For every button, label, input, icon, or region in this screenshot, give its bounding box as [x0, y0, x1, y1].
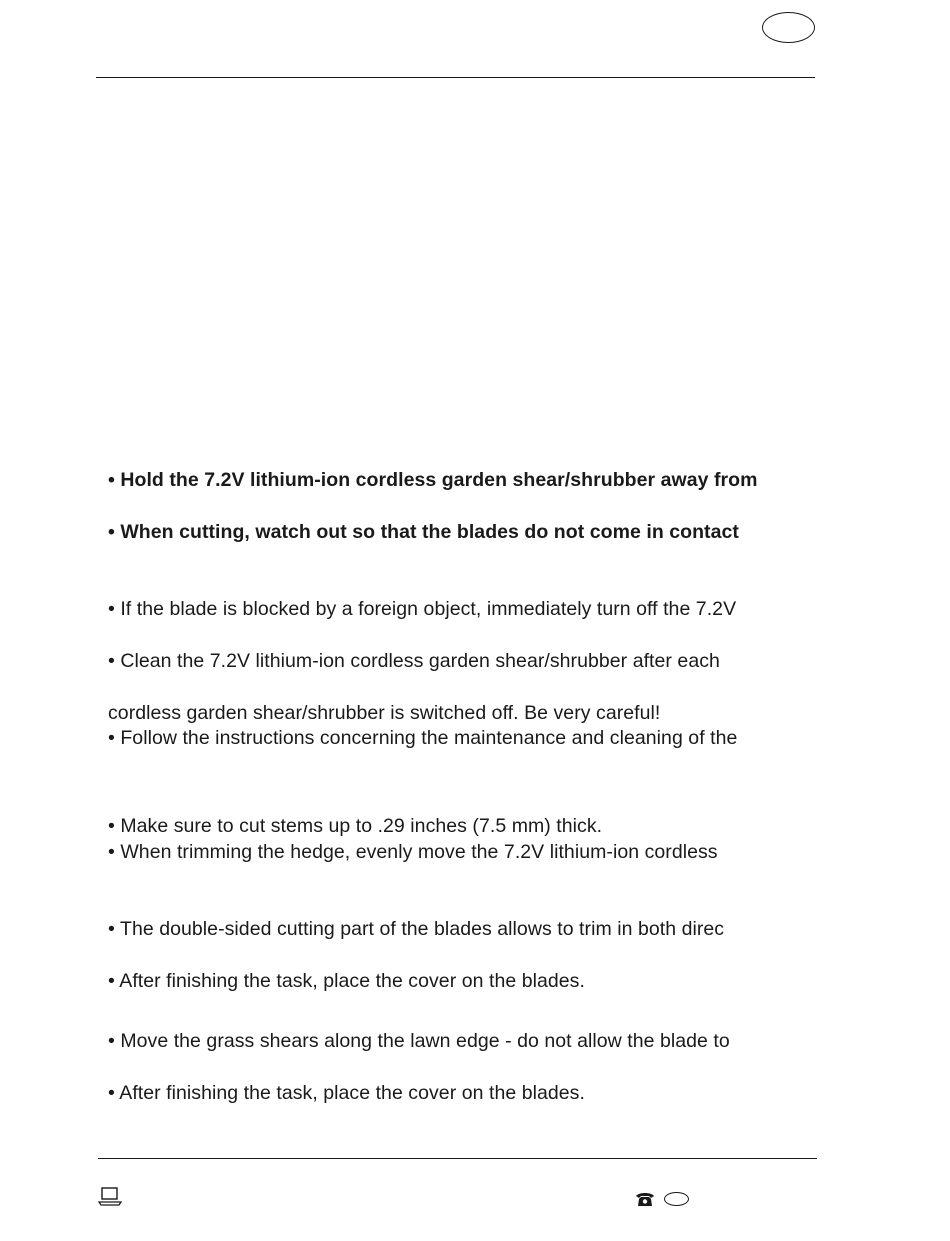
instruction-line: cordless garden shear/shrubber is switched off. Be very careful! — [108, 702, 661, 724]
header-rule — [96, 77, 815, 78]
instruction-line: • Clean the 7.2V lithium-ion cordless garden shear/shrubber after each — [108, 650, 720, 672]
language-badge — [762, 12, 815, 43]
instruction-line: • Follow the instructions concerning the maintenance and cleaning of the — [108, 727, 738, 749]
instruction-line: • When cutting, watch out so that the blades do not come in contact — [108, 521, 739, 543]
instruction-line: • After finishing the task, place the cover on the blades. — [108, 970, 585, 992]
instruction-line: • Move the grass shears along the lawn edge - do not allow the blade to — [108, 1030, 730, 1052]
instruction-line: • Hold the 7.2V lithium-ion cordless garden shear/shrubber away from — [108, 469, 758, 491]
instruction-line: • The double-sided cutting part of the blades allows to trim in both direc — [108, 918, 725, 940]
laptop-icon — [98, 1185, 122, 1207]
instruction-line: • Make sure to cut stems up to .29 inches (7.5 mm) thick. — [108, 815, 603, 837]
instruction-line: • When trimming the hedge, evenly move the 7.2V lithium-ion cordless — [108, 841, 718, 863]
footer-rule — [98, 1158, 817, 1159]
instruction-line: • After finishing the task, place the cover on the blades. — [108, 1082, 585, 1104]
footer-badge — [664, 1192, 689, 1206]
instruction-line: • If the blade is blocked by a foreign object, immediately turn off the 7.2V — [108, 598, 737, 620]
phone-icon — [635, 1190, 655, 1208]
